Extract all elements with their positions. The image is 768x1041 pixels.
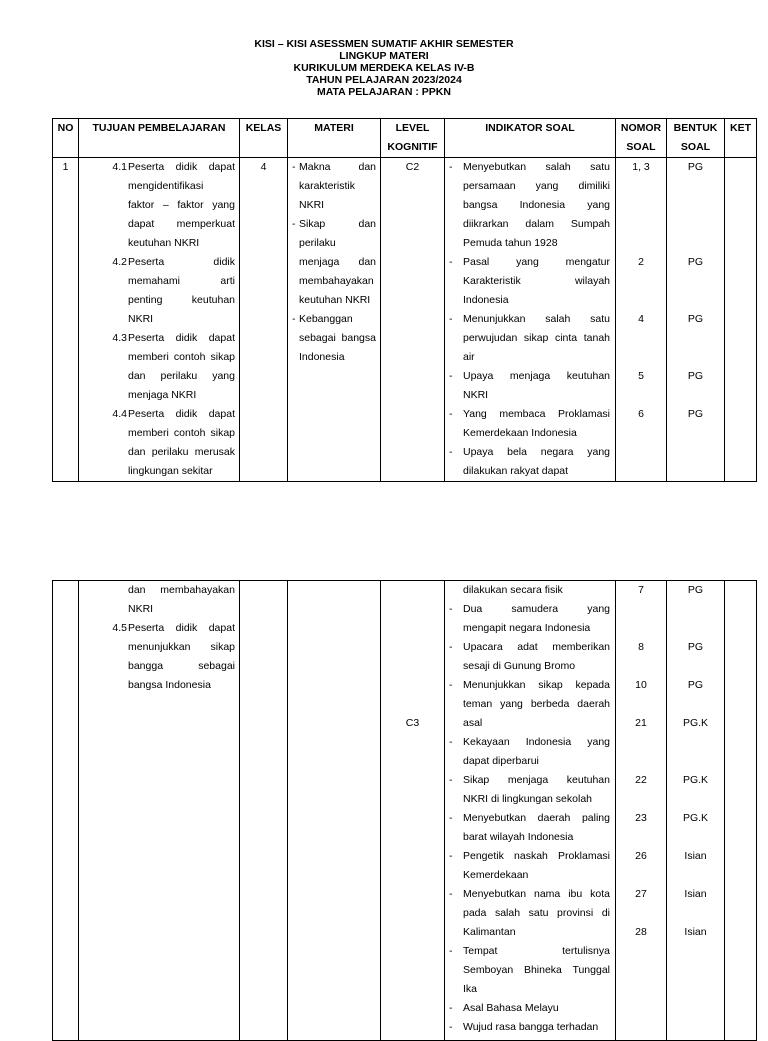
cell-ket bbox=[725, 581, 757, 1041]
materi-line: Kebanggan bbox=[299, 313, 353, 325]
indikator-text bbox=[463, 771, 610, 809]
nomor-soal: 22 bbox=[635, 774, 647, 786]
nomor-soal bbox=[616, 828, 666, 847]
indikator-line: bangsa Indonesia yang bbox=[463, 199, 610, 211]
bullet-dash: - bbox=[292, 218, 296, 230]
nomor-soal bbox=[616, 329, 666, 348]
indikator-text bbox=[463, 405, 610, 443]
bentuk-soal bbox=[667, 272, 724, 291]
bullet-dash: - bbox=[449, 256, 453, 268]
bullet-dash: - bbox=[449, 945, 453, 957]
indikator-item bbox=[449, 847, 610, 885]
bentuk-soal bbox=[667, 733, 724, 752]
cell-materi bbox=[288, 581, 381, 1041]
bentuk-soal: PG bbox=[687, 161, 704, 173]
bullet-dash: - bbox=[449, 446, 453, 458]
nomor-soal bbox=[616, 657, 666, 676]
tujuan-line: memberi contoh sikap bbox=[128, 427, 235, 439]
bentuk-soal bbox=[667, 196, 724, 215]
indikator-line: Karakteristik wilayah bbox=[463, 275, 610, 287]
bentuk-soal: PG bbox=[687, 370, 704, 382]
cell-nomor bbox=[616, 158, 667, 482]
bullet-dash: - bbox=[449, 161, 453, 173]
kisi-table-page-1 bbox=[52, 118, 757, 482]
indikator-text bbox=[463, 253, 610, 310]
indikator-text bbox=[463, 809, 610, 847]
header-curriculum: KURIKULUM MERDEKA KELAS IV-B bbox=[293, 62, 475, 74]
tujuan-line: menjaga NKRI bbox=[128, 389, 197, 401]
bentuk-soal bbox=[667, 790, 724, 809]
bentuk-soal: PG.K bbox=[682, 717, 709, 729]
header-no: NO bbox=[53, 119, 79, 158]
tujuan-line: lingkungan sekitar bbox=[128, 465, 213, 477]
tujuan-text bbox=[127, 253, 235, 329]
nomor-soal bbox=[616, 234, 666, 253]
indikator-line: Menyebutkan daerah paling bbox=[463, 812, 610, 824]
tujuan-text bbox=[127, 329, 235, 405]
indikator-line: Menunjukkan salah satu bbox=[463, 313, 610, 325]
indikator-text bbox=[463, 600, 610, 638]
tujuan-line: Peserta didik dapat bbox=[128, 332, 235, 344]
indikator-item bbox=[449, 885, 610, 942]
tujuan-line: dan perilaku merusak bbox=[128, 446, 235, 458]
indikator-line: Kalimantan bbox=[463, 926, 516, 938]
bentuk-soal bbox=[667, 386, 724, 405]
nomor-soal: 27 bbox=[635, 888, 647, 900]
indikator-item bbox=[449, 443, 610, 481]
nomor-soal: 6 bbox=[638, 408, 644, 420]
materi-item bbox=[292, 158, 376, 215]
indikator-line: Indonesia bbox=[463, 294, 509, 306]
materi-line: Indonesia bbox=[299, 351, 345, 363]
indikator-line: Sikap menjaga keutuhan bbox=[463, 774, 610, 786]
bullet-dash: - bbox=[449, 774, 453, 786]
indikator-line: air bbox=[463, 351, 475, 363]
cell-level bbox=[381, 581, 445, 1041]
tujuan-line: bangsa Indonesia bbox=[128, 679, 211, 691]
header-bentuk: BENTUK SOAL bbox=[667, 119, 725, 158]
indikator-text bbox=[463, 676, 610, 733]
nomor-soal bbox=[616, 619, 666, 638]
nomor-soal bbox=[616, 600, 666, 619]
indikator-line: Upaya menjaga keutuhan bbox=[463, 370, 610, 382]
document-header bbox=[0, 38, 768, 98]
bentuk-soal bbox=[667, 619, 724, 638]
materi-line: membahayakan bbox=[299, 275, 374, 287]
bentuk-soal: PG bbox=[687, 256, 704, 268]
header-kelas: KELAS bbox=[240, 119, 288, 158]
indikator-line: asal bbox=[463, 717, 483, 729]
nomor-soal: 2 bbox=[638, 256, 644, 268]
cell-tujuan bbox=[79, 581, 240, 1041]
bullet-dash: - bbox=[449, 313, 453, 325]
indikator-line: Pengetik naskah Proklamasi bbox=[463, 850, 610, 862]
indikator-text bbox=[463, 847, 610, 885]
bullet-dash: - bbox=[449, 408, 453, 420]
indikator-line: Semboyan Bhineka Tunggal bbox=[463, 964, 610, 976]
indikator-line: Yang membaca Proklamasi bbox=[463, 408, 610, 420]
indikator-line: Pemuda tahun 1928 bbox=[463, 237, 558, 249]
cell-bentuk bbox=[667, 158, 725, 482]
tujuan-number: 4.2 bbox=[112, 256, 127, 268]
bullet-dash: - bbox=[449, 603, 453, 615]
tujuan-item bbox=[83, 619, 235, 695]
materi-item bbox=[292, 310, 376, 367]
materi-line: perilaku bbox=[299, 237, 336, 249]
nomor-soal bbox=[616, 291, 666, 310]
bentuk-soal bbox=[667, 348, 724, 367]
cell-bentuk bbox=[667, 581, 725, 1041]
tujuan-line: memberi contoh sikap bbox=[128, 351, 235, 363]
header-subject: MATA PELAJARAN : PPKN bbox=[317, 86, 451, 98]
bullet-dash: - bbox=[449, 736, 453, 748]
indikator-text bbox=[463, 158, 610, 253]
nomor-soal bbox=[616, 733, 666, 752]
indikator-text bbox=[463, 999, 610, 1018]
table-row bbox=[53, 158, 757, 482]
cell-no bbox=[53, 581, 79, 1041]
tujuan-line: Peserta didik dapat bbox=[128, 161, 235, 173]
tujuan-line: dan membahayakan bbox=[128, 584, 235, 596]
nomor-soal bbox=[616, 196, 666, 215]
cell-kelas bbox=[240, 581, 288, 1041]
cell-level: C2 bbox=[381, 158, 445, 482]
tujuan-item bbox=[83, 405, 235, 481]
indikator-item bbox=[449, 676, 610, 733]
indikator-line: dilakukan rakyat dapat bbox=[463, 465, 569, 477]
cell-ket bbox=[725, 158, 757, 482]
tujuan-line: memahami arti bbox=[128, 275, 235, 287]
tujuan-line: faktor – faktor yang bbox=[128, 199, 235, 211]
kisi-table-page-2 bbox=[52, 580, 757, 1041]
bentuk-soal bbox=[667, 657, 724, 676]
bentuk-soal bbox=[667, 177, 724, 196]
nomor-soal bbox=[616, 272, 666, 291]
indikator-line: Menunjukkan sikap kepada bbox=[463, 679, 610, 691]
header-nomor: NOMOR SOAL bbox=[616, 119, 667, 158]
nomor-soal: 23 bbox=[635, 812, 647, 824]
indikator-line: Menyebutkan salah satu bbox=[463, 161, 610, 173]
tujuan-line: NKRI bbox=[128, 603, 154, 615]
bullet-dash: - bbox=[449, 1002, 453, 1014]
bentuk-soal bbox=[667, 904, 724, 923]
indikator-line: pada salah satu provinsi di bbox=[463, 907, 610, 919]
indikator-line: Kemerdekaan Indonesia bbox=[463, 427, 577, 439]
tujuan-number: 4.3 bbox=[112, 332, 127, 344]
header-title: KISI – KISI ASESSMEN SUMATIF AKHIR SEMESTER bbox=[254, 38, 514, 50]
bentuk-soal bbox=[667, 291, 724, 310]
indikator-line: Asal Bahasa Melayu bbox=[463, 1002, 559, 1014]
header-year: TAHUN PELAJARAN 2023/2024 bbox=[306, 74, 462, 86]
indikator-text bbox=[463, 885, 610, 942]
bentuk-soal bbox=[667, 866, 724, 885]
bentuk-soal: PG bbox=[687, 641, 704, 653]
tujuan-line: keutuhan NKRI bbox=[128, 237, 200, 249]
indikator-item bbox=[449, 367, 610, 405]
indikator-line: barat wilayah Indonesia bbox=[463, 831, 574, 843]
indikator-line: NKRI di lingkungan sekolah bbox=[463, 793, 592, 805]
bullet-dash: - bbox=[292, 313, 296, 325]
indikator-text bbox=[463, 638, 610, 676]
indikator-item bbox=[449, 158, 610, 253]
indikator-item bbox=[449, 999, 610, 1018]
bullet-dash: - bbox=[449, 370, 453, 382]
materi-line: menjaga dan bbox=[299, 256, 376, 268]
tujuan-line: Peserta didik bbox=[128, 256, 235, 268]
indikator-text bbox=[463, 310, 610, 367]
indikator-text bbox=[463, 443, 610, 481]
nomor-soal: 8 bbox=[638, 641, 644, 653]
materi-line: karakteristik bbox=[299, 180, 356, 192]
table-row bbox=[53, 581, 757, 1041]
nomor-soal: 1, 3 bbox=[632, 161, 650, 173]
tujuan-number: 4.5 bbox=[112, 622, 127, 634]
nomor-soal: 5 bbox=[638, 370, 644, 382]
bentuk-soal: PG.K bbox=[682, 774, 709, 786]
bullet-dash: - bbox=[449, 641, 453, 653]
indikator-item bbox=[449, 600, 610, 638]
materi-text bbox=[299, 215, 376, 310]
header-indikator: INDIKATOR SOAL bbox=[445, 119, 616, 158]
indikator-line: dapat diperbarui bbox=[463, 755, 539, 767]
nomor-soal: 28 bbox=[635, 926, 647, 938]
bentuk-soal: Isian bbox=[684, 888, 707, 900]
nomor-soal bbox=[616, 866, 666, 885]
bentuk-soal bbox=[667, 695, 724, 714]
tujuan-text bbox=[127, 158, 235, 253]
indikator-line: Kekayaan Indonesia yang bbox=[463, 736, 610, 748]
indikator-line: Pasal yang mengatur bbox=[463, 256, 610, 268]
cell-kelas: 4 bbox=[240, 158, 288, 482]
indikator-text bbox=[463, 733, 610, 771]
tujuan-line: NKRI bbox=[128, 313, 154, 325]
bentuk-soal: PG.K bbox=[682, 812, 709, 824]
cell-tujuan bbox=[79, 158, 240, 482]
indikator-item bbox=[449, 771, 610, 809]
materi-line: keutuhan NKRI bbox=[299, 294, 371, 306]
indikator-item bbox=[449, 733, 610, 771]
indikator-line: mengapit negara Indonesia bbox=[463, 622, 591, 634]
indikator-item bbox=[449, 942, 610, 999]
bentuk-soal bbox=[667, 752, 724, 771]
bullet-dash: - bbox=[449, 679, 453, 691]
indikator-line: Upacara adat memberikan bbox=[463, 641, 610, 653]
materi-text bbox=[299, 158, 376, 215]
tujuan-line: dapat memperkuat bbox=[128, 218, 235, 230]
tujuan-line: menunjukkan sikap bbox=[128, 641, 235, 653]
indikator-item bbox=[449, 310, 610, 367]
indikator-line: perwujudan sikap cinta tanah bbox=[463, 332, 610, 344]
nomor-soal bbox=[616, 904, 666, 923]
nomor-soal bbox=[616, 348, 666, 367]
materi-line: Makna dan bbox=[299, 161, 376, 173]
indikator-line: persamaan yang dimiliki bbox=[463, 180, 610, 192]
bentuk-soal: Isian bbox=[684, 926, 707, 938]
header-materi: MATERI bbox=[288, 119, 381, 158]
nomor-soal bbox=[616, 790, 666, 809]
bentuk-soal bbox=[667, 600, 724, 619]
indikator-line: Tempat tertulisnya bbox=[463, 945, 610, 957]
nomor-soal: 10 bbox=[635, 679, 647, 691]
level-c3: C3 bbox=[405, 717, 420, 729]
bentuk-soal: PG bbox=[687, 408, 704, 420]
indikator-item bbox=[449, 638, 610, 676]
indikator-item bbox=[449, 253, 610, 310]
bullet-dash: - bbox=[449, 1021, 453, 1033]
bentuk-soal bbox=[667, 329, 724, 348]
header-ket: KET bbox=[725, 119, 757, 158]
indikator-line: sesaji di Gunung Bromo bbox=[463, 660, 576, 672]
indikator-line: NKRI bbox=[463, 389, 489, 401]
cell-indikator bbox=[445, 581, 616, 1041]
indikator-item bbox=[449, 1018, 610, 1037]
indikator-item bbox=[449, 809, 610, 847]
bullet-dash: - bbox=[449, 850, 453, 862]
indikator-line: Kemerdekaan bbox=[463, 869, 529, 881]
tujuan-line: Peserta didik dapat bbox=[128, 622, 235, 634]
materi-line: sebagai bangsa bbox=[299, 332, 376, 344]
tujuan-text bbox=[127, 619, 235, 695]
materi-text bbox=[299, 310, 376, 367]
bentuk-soal: Isian bbox=[684, 850, 707, 862]
bentuk-soal: PG bbox=[687, 313, 704, 325]
materi-line: Sikap dan bbox=[299, 218, 376, 230]
materi-item bbox=[292, 215, 376, 310]
nomor-soal bbox=[616, 695, 666, 714]
cell-materi bbox=[288, 158, 381, 482]
nomor-soal: 7 bbox=[638, 584, 644, 596]
indikator-line: dilakukan secara fisik bbox=[463, 584, 563, 596]
header-subtitle: LINGKUP MATERI bbox=[339, 50, 429, 62]
cell-no: 1 bbox=[53, 158, 79, 482]
nomor-soal: 26 bbox=[635, 850, 647, 862]
indikator-line: Upaya bela negara yang bbox=[463, 446, 610, 458]
indikator-line: Menyebutkan nama ibu kota bbox=[463, 888, 610, 900]
table-header-row bbox=[53, 119, 757, 158]
indikator-line: diikrarkan dalam Sumpah bbox=[463, 218, 610, 230]
tujuan-line: penting keutuhan bbox=[128, 294, 235, 306]
cell-indikator bbox=[445, 158, 616, 482]
tujuan-number: 4.4 bbox=[112, 408, 127, 420]
indikator-text bbox=[463, 942, 610, 999]
header-level: LEVEL KOGNITIF bbox=[381, 119, 445, 158]
nomor-soal bbox=[616, 752, 666, 771]
indikator-item bbox=[449, 405, 610, 443]
indikator-line: teman yang berbeda daerah bbox=[463, 698, 610, 710]
indikator-line: Ika bbox=[463, 983, 478, 995]
indikator-line: Dua samudera yang bbox=[463, 603, 610, 615]
bentuk-soal bbox=[667, 234, 724, 253]
tujuan-line: mengidentifikasi bbox=[128, 180, 204, 192]
bentuk-soal: PG bbox=[687, 679, 704, 691]
tujuan-line: Peserta didik dapat bbox=[128, 408, 235, 420]
nomor-soal bbox=[616, 386, 666, 405]
indikator-text bbox=[463, 367, 610, 405]
indikator-line: Wujud rasa bangga terhadan bbox=[463, 1021, 599, 1033]
tujuan-text bbox=[127, 405, 235, 481]
materi-line: NKRI bbox=[299, 199, 325, 211]
tujuan-item bbox=[83, 329, 235, 405]
nomor-soal bbox=[616, 215, 666, 234]
nomor-soal: 21 bbox=[635, 717, 647, 729]
tujuan-number: 4.1 bbox=[112, 161, 127, 173]
tujuan-line: dan perilaku yang bbox=[128, 370, 235, 382]
tujuan-item bbox=[83, 158, 235, 253]
nomor-soal bbox=[616, 177, 666, 196]
tujuan-item bbox=[83, 253, 235, 329]
nomor-soal: 4 bbox=[638, 313, 644, 325]
header-tujuan: TUJUAN PEMBELAJARAN bbox=[79, 119, 240, 158]
bullet-dash: - bbox=[292, 161, 296, 173]
bullet-dash: - bbox=[449, 888, 453, 900]
indikator-text bbox=[463, 1018, 610, 1037]
tujuan-line: bangga sebagai bbox=[128, 660, 235, 672]
bullet-dash: - bbox=[449, 812, 453, 824]
cell-nomor bbox=[616, 581, 667, 1041]
bentuk-soal: PG bbox=[687, 584, 704, 596]
bentuk-soal bbox=[667, 828, 724, 847]
bentuk-soal bbox=[667, 215, 724, 234]
